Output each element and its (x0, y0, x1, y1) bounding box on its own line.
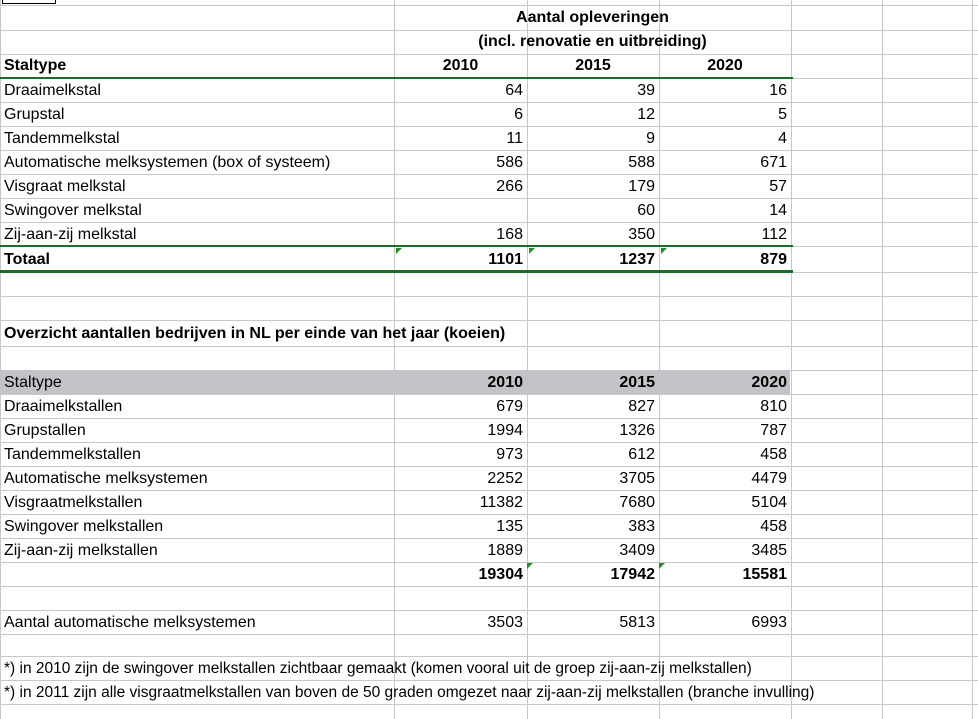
table1-cell[interactable]: 14 (769, 202, 787, 219)
table1-row-label[interactable]: Zij-aan-zij melkstal (4, 226, 137, 243)
table2-year-2015: 2015 (619, 374, 655, 391)
table2-cell[interactable]: 787 (760, 422, 787, 439)
table1-cell[interactable]: 112 (761, 226, 787, 243)
table1-col-label: Staltype (4, 57, 67, 74)
table2-cell[interactable]: 973 (496, 446, 523, 463)
table1-cell[interactable]: 586 (496, 154, 523, 171)
table1-total-bottom-border (0, 270, 793, 273)
table1-cell[interactable]: 266 (496, 178, 523, 195)
table1-cell[interactable]: 9 (646, 130, 655, 147)
table2-cell[interactable]: 3409 (619, 542, 655, 559)
table1-row-label[interactable]: Grupstal (4, 106, 65, 123)
table1-cell[interactable]: 57 (769, 178, 787, 195)
table1-total-cell[interactable]: 1101 (488, 251, 523, 268)
grid-row-line (0, 296, 978, 297)
table1-cell[interactable]: 11 (506, 130, 523, 147)
grid-col-line (972, 0, 973, 719)
table2-year-2010: 2010 (487, 374, 523, 391)
table2-row-label[interactable]: Draaimelkstallen (4, 398, 123, 415)
table2-row-label[interactable]: Tandemmelkstallen (4, 446, 141, 463)
table1-total-label[interactable]: Totaal (4, 251, 50, 268)
table1-cell[interactable] (394, 199, 523, 222)
table2-total-cell[interactable]: 17942 (610, 566, 655, 583)
table2-cell[interactable]: 135 (496, 518, 523, 535)
table1-row-label[interactable]: Visgraat melkstal (4, 178, 126, 195)
table2-cell[interactable]: 612 (628, 446, 655, 463)
table1-year-2020: 2020 (707, 57, 743, 74)
table1-cell[interactable]: 12 (637, 106, 655, 123)
table1-cell[interactable]: 179 (628, 178, 655, 195)
table1-year-2010: 2010 (442, 57, 479, 74)
table2-year-2020: 2020 (751, 374, 787, 391)
table1-cell[interactable]: 4 (778, 130, 787, 147)
table2-cell[interactable]: 7680 (619, 494, 655, 511)
table2-cell[interactable]: 11382 (479, 494, 523, 511)
table1-total-top-border (0, 245, 793, 247)
automatic-label[interactable]: Aantal automatische melksystemen (4, 614, 256, 631)
table1-cell[interactable]: 60 (637, 202, 655, 219)
grid-row-line (0, 634, 978, 635)
table2-total-cell[interactable]: 19304 (478, 566, 523, 583)
table2-cell[interactable]: 2252 (487, 470, 523, 487)
table1-cell[interactable]: 588 (628, 154, 655, 171)
table1-row-label[interactable]: Tandemmelkstal (4, 130, 120, 147)
table1-cell[interactable]: 64 (505, 82, 523, 99)
table1-total-cell[interactable]: 1237 (619, 251, 655, 268)
grid-col-line (882, 0, 883, 719)
table1-cell[interactable]: 6 (514, 106, 523, 123)
table1-row-label[interactable]: Draaimelkstal (4, 82, 101, 99)
table1-cell[interactable]: 168 (496, 226, 523, 243)
table1-cell[interactable]: 16 (769, 82, 787, 99)
table2-row-label[interactable]: Swingover melkstallen (4, 518, 164, 535)
table1-total-cell[interactable]: 879 (760, 251, 787, 268)
table1-cell[interactable]: 350 (628, 226, 655, 243)
table2-cell[interactable]: 383 (628, 518, 655, 535)
table2-cell[interactable]: 827 (628, 398, 655, 415)
table2-cell[interactable]: 3705 (619, 470, 655, 487)
table2-title: Overzicht aantallen bedrijven in NL per einde van het jaar (koeien) (4, 325, 506, 342)
footnote[interactable]: *) in 2010 zijn de swingover melkstallen zichtbaar gemaakt (komen vooral uit de groep zij-aan-zij melkstallen) (4, 660, 752, 677)
table2-cell[interactable]: 679 (496, 398, 523, 415)
grid-col-line (0, 0, 1, 719)
automatic-cell[interactable]: 3503 (487, 614, 523, 631)
table2-cell[interactable]: 4479 (751, 470, 787, 487)
selected-cell-border (2, 0, 56, 4)
table2-row-label[interactable]: Visgraatmelkstallen (4, 494, 143, 511)
table1-row-label[interactable]: Swingover melkstal (4, 202, 142, 219)
table1-header-line2: (incl. renovatie en uitbreiding) (478, 33, 707, 50)
table1-cell[interactable]: 671 (760, 154, 787, 171)
table2-col-label: Staltype (4, 374, 62, 391)
table2-row-label[interactable]: Automatische melksystemen (4, 470, 208, 487)
grid-row-line (0, 704, 978, 705)
table2-cell[interactable]: 3485 (751, 542, 787, 559)
footnote[interactable]: *) in 2011 zijn alle visgraatmelkstallen van boven de 50 graden omgezet naar zij-aan-zij melkstallen (branche invulling) (4, 684, 815, 701)
grid-col-line (791, 0, 792, 719)
table2-cell[interactable]: 810 (760, 398, 787, 415)
grid-row-line (0, 586, 978, 587)
table2-row-label[interactable]: Zij-aan-zij melkstallen (4, 542, 158, 559)
grid-row-line (0, 320, 978, 321)
grid-row-line (0, 346, 978, 347)
table1-year-2015: 2015 (575, 57, 611, 74)
table2-cell[interactable]: 1994 (487, 422, 523, 439)
table2-cell[interactable]: 1889 (487, 542, 523, 559)
table1-row-label[interactable]: Automatische melksystemen (box of systeem) (4, 154, 331, 171)
table2-cell[interactable]: 458 (760, 518, 787, 535)
table2-row-label[interactable]: Grupstallen (4, 422, 86, 439)
automatic-cell[interactable]: 5813 (619, 614, 655, 631)
table2-total-cell[interactable]: 15581 (742, 566, 787, 583)
table1-cell[interactable]: 39 (637, 82, 655, 99)
table2-cell[interactable]: 5104 (751, 494, 787, 511)
table2-cell[interactable]: 458 (760, 446, 787, 463)
table2-cell[interactable]: 1326 (619, 422, 655, 439)
automatic-cell[interactable]: 6993 (751, 614, 787, 631)
table1-cell[interactable]: 5 (778, 106, 787, 123)
table1-header-line1: Aantal opleveringen (516, 9, 669, 26)
